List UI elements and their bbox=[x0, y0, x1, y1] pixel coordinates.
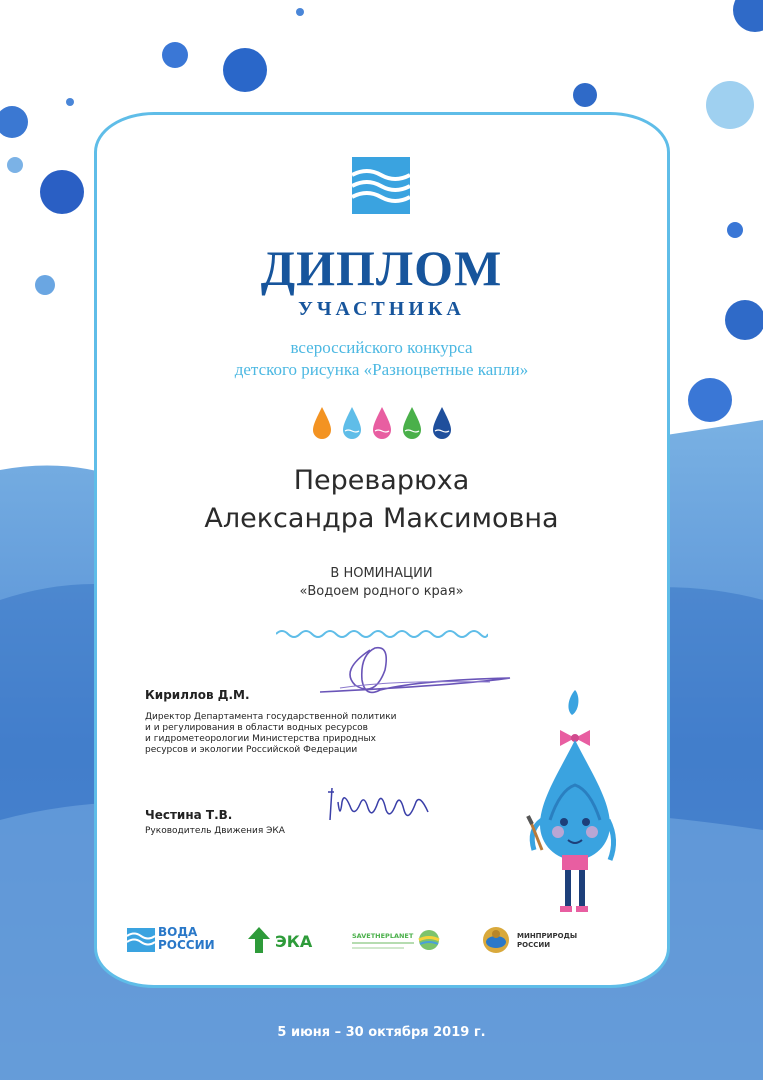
participant-given-names: Александра Максимовна bbox=[204, 503, 559, 534]
wave-divider bbox=[276, 628, 488, 640]
mascot-drop-icon bbox=[520, 690, 630, 915]
colored-drops bbox=[312, 405, 452, 441]
drop-icon bbox=[373, 407, 391, 439]
contest-description bbox=[0, 337, 763, 381]
drop-icon bbox=[403, 407, 421, 439]
participant-surname: Переварюха bbox=[293, 465, 470, 496]
signature-icon bbox=[320, 780, 440, 828]
drop-icon bbox=[313, 407, 331, 439]
planet-icon bbox=[418, 929, 440, 951]
logo-eka: ЭКА bbox=[248, 922, 328, 958]
logo-minprirody: МИНПРИРОДЫ РОССИИ bbox=[480, 922, 580, 958]
drop-icon bbox=[433, 407, 451, 439]
participant-name bbox=[0, 462, 763, 538]
signatory-2-name: Честина Т.В. bbox=[145, 808, 233, 822]
drop-icon bbox=[343, 407, 361, 439]
nomination-value: «Водоем родного края» bbox=[299, 584, 464, 599]
contest-line-1: всероссийского конкурса bbox=[290, 338, 473, 357]
emblem-icon bbox=[480, 925, 512, 955]
tree-icon bbox=[248, 927, 270, 953]
nomination-label: В НОМИНАЦИИ bbox=[330, 566, 433, 581]
wave-logo-icon bbox=[352, 157, 410, 214]
logo-save-the-planet: SAVETHEPLANET bbox=[352, 922, 444, 958]
signature-icon bbox=[300, 640, 515, 702]
diploma-title: ДИПЛОМ bbox=[260, 240, 503, 296]
signatory-1-position: Директор Департамента государственной политики и и регулирования в области водных ресурсов и гидрометеорологии Министерства природных ресурсов и экологии Российской Федерации bbox=[145, 712, 397, 755]
logo-voda-rossii: ВОДА РОССИИ bbox=[127, 922, 222, 958]
contest-line-2: детского рисунка «Разноцветные капли» bbox=[234, 360, 529, 379]
signatory-1-name: Кириллов Д.М. bbox=[145, 688, 250, 702]
signatory-2-position: Руководитель Движения ЭКА bbox=[145, 826, 285, 836]
diploma-subtitle: УЧАСТНИКА bbox=[298, 298, 465, 320]
contest-dates: 5 июня – 30 октября 2019 г. bbox=[277, 1025, 486, 1040]
wave-logo-icon bbox=[127, 928, 155, 952]
